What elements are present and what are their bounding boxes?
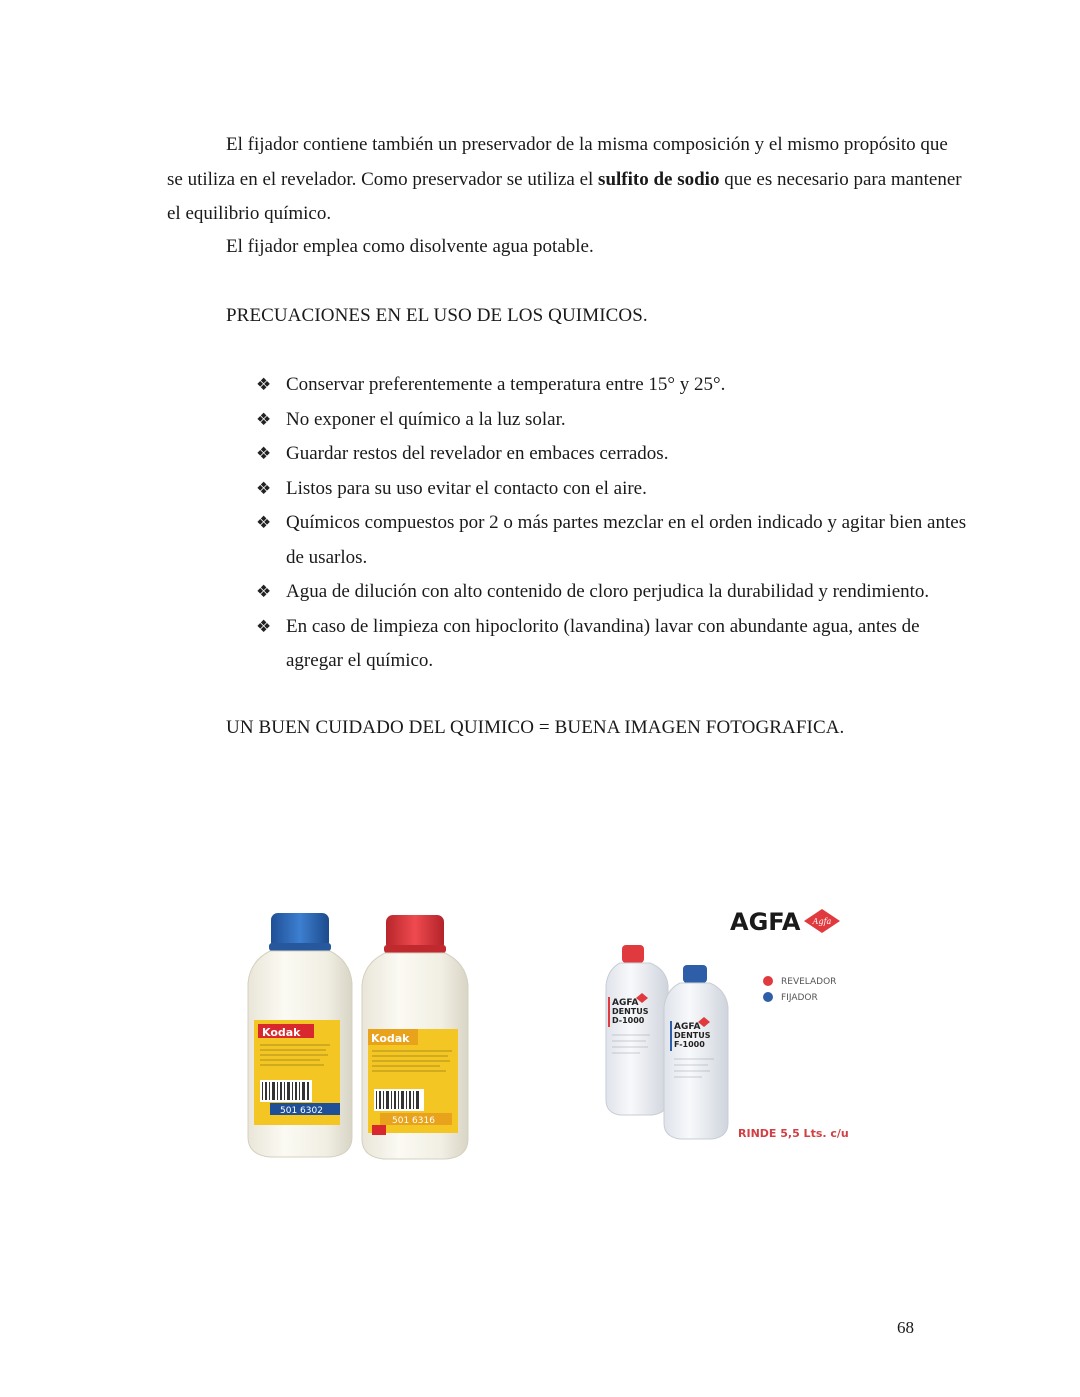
agfa-dentus-left: DENTUS xyxy=(612,1007,649,1016)
list-item-text: Químicos compuestos por 2 o más partes mezclar en el orden indicado y agitar bien antes de usarlos. xyxy=(286,512,967,568)
kodak-code-right: 501 6316 xyxy=(392,1116,435,1126)
list-item xyxy=(256,506,976,575)
legend-revelador: REVELADOR xyxy=(781,977,837,987)
diamond-bullet-icon: ❖ xyxy=(256,478,272,499)
agfa-dentus-ad xyxy=(590,895,860,1165)
list-item-text: No exponer el químico a la luz solar. xyxy=(286,408,566,430)
list-item xyxy=(256,403,976,438)
kodak-bottle-left xyxy=(248,913,352,1157)
paragraph-text: que es necesario para mantener el equilibrio químico. xyxy=(167,168,962,224)
list-item xyxy=(256,437,976,472)
agfa-diamond-icon xyxy=(804,909,840,933)
diamond-bullet-icon: ❖ xyxy=(256,513,272,533)
list-item-text: Conservar preferentemente a temperatura entre 15° y 25°. xyxy=(286,374,726,395)
list-item-text: Listos para su uso evitar el contacto con el aire. xyxy=(286,477,647,499)
blue-dot-icon xyxy=(763,992,773,1002)
heading-buen-cuidado: UN BUEN CUIDADO DEL QUIMICO = BUENA IMAGEN FOTOGRAFICA. xyxy=(226,717,845,738)
list-item xyxy=(256,575,976,610)
paragraph-fijador-preservador xyxy=(167,128,967,232)
agfa-dentus-illustration xyxy=(590,895,860,1165)
agfa-model-right: F-1000 xyxy=(674,1040,705,1049)
list-item xyxy=(256,368,976,403)
agfa-logo-text: AGFA xyxy=(730,908,801,936)
list-item-text: Agua de dilución con alto contenido de cloro perjudica la durabilidad y rendimiento. xyxy=(286,581,930,602)
list-item-text: En caso de limpieza con hipoclorito (lavandina) lavar con abundante agua, antes de agregar el químico. xyxy=(286,615,920,671)
diamond-bullet-icon: ❖ xyxy=(256,616,272,637)
diamond-bullet-icon: ❖ xyxy=(256,375,272,395)
paragraph-text: El fijador contiene también un preservador de la misma composición y el mismo propósito que se utiliza en el revelador. Como preservador se utiliza el xyxy=(167,134,948,190)
kodak-bottles-illustration xyxy=(240,905,480,1165)
kodak-brand-text: Kodak xyxy=(371,1032,410,1045)
agfa-label-right: AGFA xyxy=(674,1022,701,1032)
legend-fijador: FIJADOR xyxy=(781,993,818,1003)
kodak-brand-text: Kodak xyxy=(262,1026,301,1039)
kodak-bottles-photo xyxy=(240,905,480,1165)
heading-precauciones: PRECUACIONES EN EL USO DE LOS QUIMICOS. xyxy=(226,305,648,326)
paragraph-disolvente: El fijador emplea como disolvente agua potable. xyxy=(226,236,594,257)
list-item-text: Guardar restos del revelador en embaces cerrados. xyxy=(286,443,669,464)
list-item xyxy=(256,610,976,679)
agfa-diamond-label: Agfa xyxy=(812,917,832,926)
diamond-bullet-icon: ❖ xyxy=(256,582,272,602)
diamond-bullet-icon: ❖ xyxy=(256,409,272,430)
agfa-bottle-fijador xyxy=(664,965,728,1139)
agfa-label-left: AGFA xyxy=(612,998,639,1008)
red-dot-icon xyxy=(763,976,773,986)
agfa-dentus-right: DENTUS xyxy=(674,1031,711,1040)
diamond-bullet-icon: ❖ xyxy=(256,444,272,464)
agfa-model-left: D-1000 xyxy=(612,1016,645,1025)
precautions-list xyxy=(256,368,976,679)
page-number: 68 xyxy=(897,1318,914,1337)
agfa-rinde-text: RINDE 5,5 Lts. c/u xyxy=(738,1127,849,1140)
bold-term-sulfito: sulfito de sodio xyxy=(598,168,720,190)
list-item xyxy=(256,472,976,507)
kodak-code-left: 501 6302 xyxy=(280,1106,323,1116)
kodak-bottle-right xyxy=(362,915,468,1159)
agfa-bottle-revelador xyxy=(606,945,668,1115)
